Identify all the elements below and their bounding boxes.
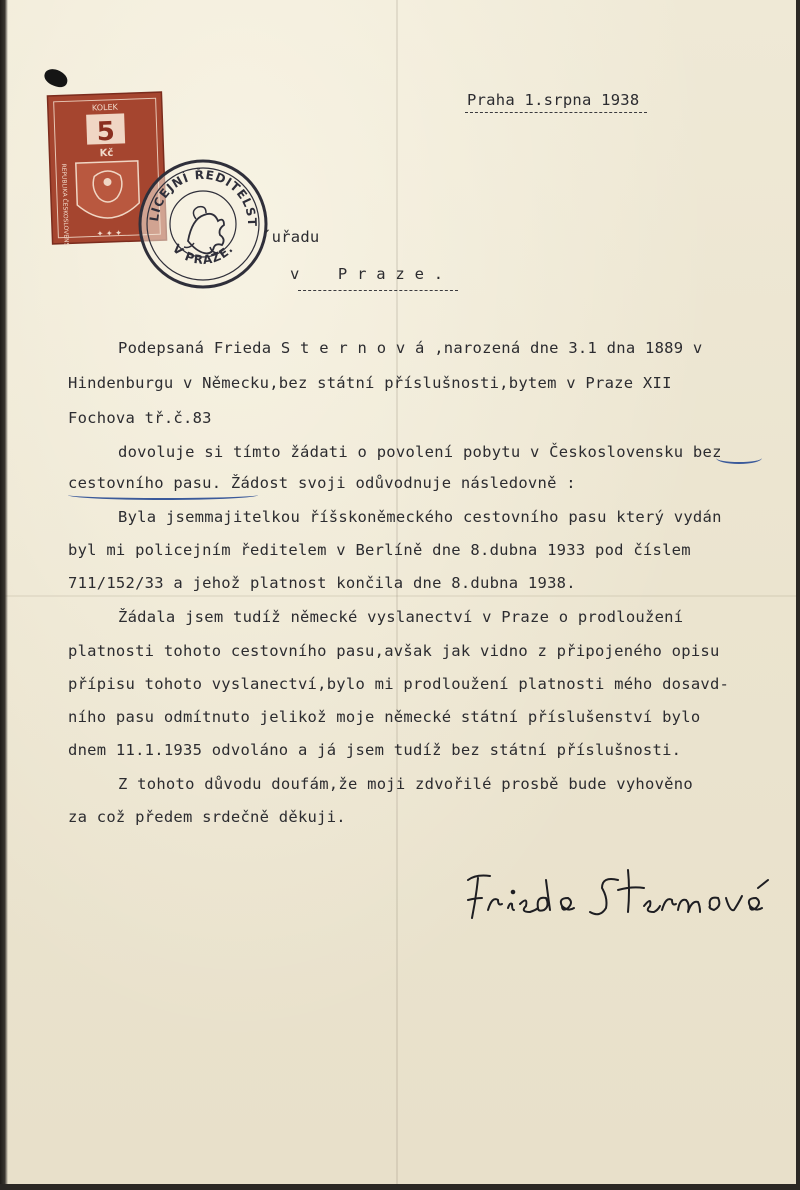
body-line: 711/152/33 a jehož platnost končila dne 8.dubna 1938. xyxy=(68,574,576,592)
scan-edge-bottom xyxy=(0,1184,800,1190)
body-line: Z tohoto důvodu doufám,že moji zdvořilé prosbě bude vyhověno xyxy=(118,775,693,793)
body-line: za což předem srdečně děkuji. xyxy=(68,808,346,826)
seal-ring-text-bottom: V PRAZE. xyxy=(169,241,237,268)
body-line: Byla jsemmajitelkou říšskoněmeckého cestovního pasu který vydán xyxy=(118,508,722,526)
body-line: Podepsaná Frieda S t e r n o v á ,narozená dne 3.1 dna 1889 v xyxy=(118,339,703,357)
stamp-value: 5 xyxy=(96,116,116,148)
seal-ring-text-top: LICEJNÍ ŘEDITELST xyxy=(146,167,260,228)
date-line: Praha 1.srpna 1938 xyxy=(467,91,640,109)
scan-edge-right xyxy=(796,0,800,1190)
handwritten-signature xyxy=(458,850,778,940)
stamp-side-text: REPUBLIKA ČESKOSLOVENSKÁ xyxy=(59,163,70,247)
body-line: Hindenburgu v Německu,bez státní příslušnosti,bytem v Praze XII xyxy=(68,374,672,392)
police-seal xyxy=(136,157,270,291)
body-line: Fochova tř.č.83 xyxy=(68,409,212,427)
body-line: přípisu tohoto vyslanectví,bylo mi prodloužení platnosti mého dosavd- xyxy=(68,675,730,693)
stamp-top-text: KOLEK xyxy=(91,102,118,113)
city-line: v P r a z e . xyxy=(290,265,444,283)
body-line: cestovního pasu. Žádost svoji odůvodnuje následovně : xyxy=(68,474,576,492)
fold-crease-horizontal xyxy=(0,595,800,597)
body-line: ního pasu odmítnuto jelikož moje německé státní příslušenství bylo xyxy=(68,708,701,726)
ink-blot xyxy=(42,66,70,89)
svg-text:✦ ✦ ✦: ✦ ✦ ✦ xyxy=(96,228,123,239)
body-line: Žádala jsem tudíž německé vyslanectví v Praze o prodloužení xyxy=(118,608,684,626)
body-line: platnosti tohoto cestovního pasu,avšak jak vidno z připojeného opisu xyxy=(68,642,720,660)
scan-edge-left xyxy=(0,0,8,1190)
police-seal-graphic xyxy=(136,157,270,291)
pen-underline-mark xyxy=(716,452,762,464)
pen-underline-mark xyxy=(68,490,258,500)
body-line: dnem 11.1.1935 odvoláno a já jsem tudíž bez státní příslušnosti. xyxy=(68,741,682,759)
city-underline xyxy=(298,290,458,291)
body-line: dovoluje si tímto žádati o povolení pobytu v Československu bez xyxy=(118,443,722,461)
body-line: byl mi policejním ředitelem v Berlíně dne 8.dubna 1933 pod číslem xyxy=(68,541,691,559)
office-line: ´uřadu xyxy=(262,228,320,246)
date-underline xyxy=(465,112,647,113)
stamp-currency: Kč xyxy=(99,147,114,160)
